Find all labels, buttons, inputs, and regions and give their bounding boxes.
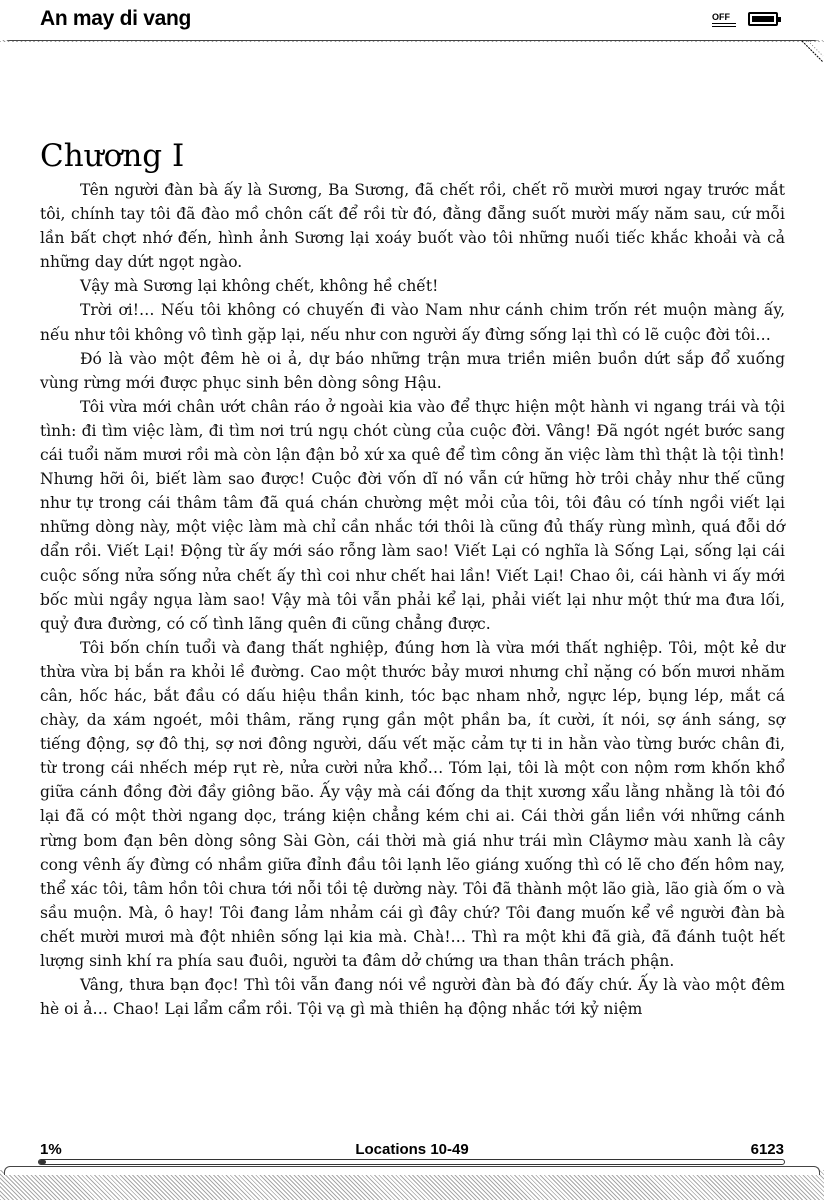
wifi-off-label: OFF (712, 12, 730, 22)
battery-icon (748, 12, 778, 26)
paragraph: Vậy mà Sương lại không chết, không hề chết! (80, 277, 439, 296)
paragraph: Tên người đàn bà ấy là Sương, Ba Sương, đã chết rồi, chết rõ mười mươi ngay trước mắt tôi, chính tay tôi đã đào mồ chôn cất để rồi từ đó, đằng đẵng suốt mười mấy năm sau, cứ mỗi lần bất chợt nhớ đến, hình ảnh Sương lại xoáy buốt vào tôi những nuối tiếc khắc khoải và cả những day dứt ngọt ngào. (40, 181, 785, 272)
footer-border (4, 1166, 820, 1175)
progress-bar[interactable] (38, 1159, 785, 1165)
reading-percent: 1% (40, 1141, 62, 1158)
progress-fill (39, 1160, 46, 1164)
book-title: An may di vang (40, 7, 192, 30)
paragraph: Tôi vừa mới chân ướt chân ráo ở ngoài kia vào để thực hiện một hành vi ngang trái và tội tình: đi tìm việc làm, đi tìm nơi trú ngụ chót cùng của cuộc đời. Vâng! Đã ngót ngét bước sang cái tuổi năm mươi rồi mà còn lận đận bỏ xứ xa quê để tìm công ăn việc làm thì thật là tội tình! Nhưng hỡi ôi, biết làm sao được! Cuộc đời vốn dĩ nó vẫn cứ hững hờ trôi chảy như thế cũng như tự trong cái thâm tâm đã quá chán chường mệt mỏi của tôi, tôi đâu có tính ngồi viết lại những dòng này, một việc làm mà chỉ cần nhắc tới thôi là cũng đủ thấy rùng mình, quá đỗi dớ dẩn rồi. Viết Lại! Động từ ấy mới sáo rỗng làm sao! Viết Lại có nghĩa là Sống Lại, sống lại cái cuộc sống nửa sống nửa chết ấy thì coi như chết hai lần! Viết Lại! Chao ôi, cái hành vi ấy mới bốc mùi ngầy ngụa làm sao! Vậy mà tôi vẫn phải kể lại, phải viết lại như một thứ ma đưa lối, quỷ đưa đường, có cố tình lãng quên đi cũng chẳng được. (40, 397, 785, 633)
paragraph: Vâng, thưa bạn đọc! Thì tôi vẫn đang nói về người đàn bà đó đấy chứ. Ấy là vào một đêm hè oi ả… Chao! Lại lẩm cẩm rồi. Tội vạ gì mà thiên hạ động nhắc tới kỷ niệm (40, 976, 785, 1019)
total-locations: 6123 (750, 1141, 784, 1158)
wifi-off-icon (712, 13, 736, 27)
location-range: Locations 10-49 (355, 1141, 469, 1158)
chapter-title: Chương I (40, 138, 185, 174)
paragraph: Tôi bốn chín tuổi và đang thất nghiệp, đúng hơn là vừa mới thất nghiệp. Tôi, một kẻ dư thừa vừa bị bắn ra khỏi lề đường. Cao một thước bảy mươi nhưng chỉ nặng có bốn mươi nhăm cân, hốc hác, bắt đầu có dấu hiệu thần kinh, tóc bạc nham nhở, ngực lép, bụng lép, mắt cá chày, da xám ngoét, môi thâm, răng rụng gần một phần ba, ít cười, ít nói, sợ ánh sáng, sợ tiếng động, sợ đô thị, sợ nơi đông người, dấu vết mặc cảm tự ti in hằn vào từng bước chân đi, từ trong cái nhếch mép rụt rè, nửa cười nửa khổ… Tóm lại, tôi là một con nộm rơm khốn khổ giữa cánh đồng đời đầy giông bão. Ấy vậy mà cái đống da thịt xương xẩu lằng nhằng là tôi đó lại đã có một thời ngang dọc, tráng kiện chẳng kém chi ai. Cái thời gắn liền với những cánh rừng bom đạn bên dòng sông Sài Gòn, cái thời mà giá như trái mìn Clâymơ màu xanh là cây cong vênh ấy đừng có nhầm giữa đỉnh đầu tôi lạnh lẽo giáng xuống thì có lẽ cho đến hôm nay, thể xác tôi, tâm hồn tôi chưa tới nỗi tồi tệ dường này. Tôi đã thành một lão già, lão già ốm o và sầu muộn. Mà, ô hay! Tôi đang lảm nhảm cái gì đây chứ? Tôi đang muốn kể về người đàn bà chết mười mươi mà đột nhiên sống lại kia mà. Chà!… Thì ra một khi đã già, đã đánh tuột hết lượng sinh khí ra phía sau đuôi, người ta đâm dở chứng ưa than thân trách phận. (40, 638, 785, 970)
paragraph: Trời ơi!… Nếu tôi không có chuyến đi vào Nam như cánh chim trốn rét muộn màng ấy, nếu như tôi không vô tình gặp lại, nếu như con người ấy đừng sống lại thì có lẽ cuộc đời tôi… (40, 301, 785, 344)
status-bar (0, 0, 824, 40)
bookmark-corner-icon[interactable] (800, 40, 824, 64)
reading-pane[interactable] (40, 136, 785, 1021)
paragraph: Đó là vào một đêm hè oi ả, dự báo những trận mưa triền miên buồn dứt sắp đổ xuống vùng rừng mới được phục sinh bên dòng sông Hậu. (40, 349, 785, 392)
